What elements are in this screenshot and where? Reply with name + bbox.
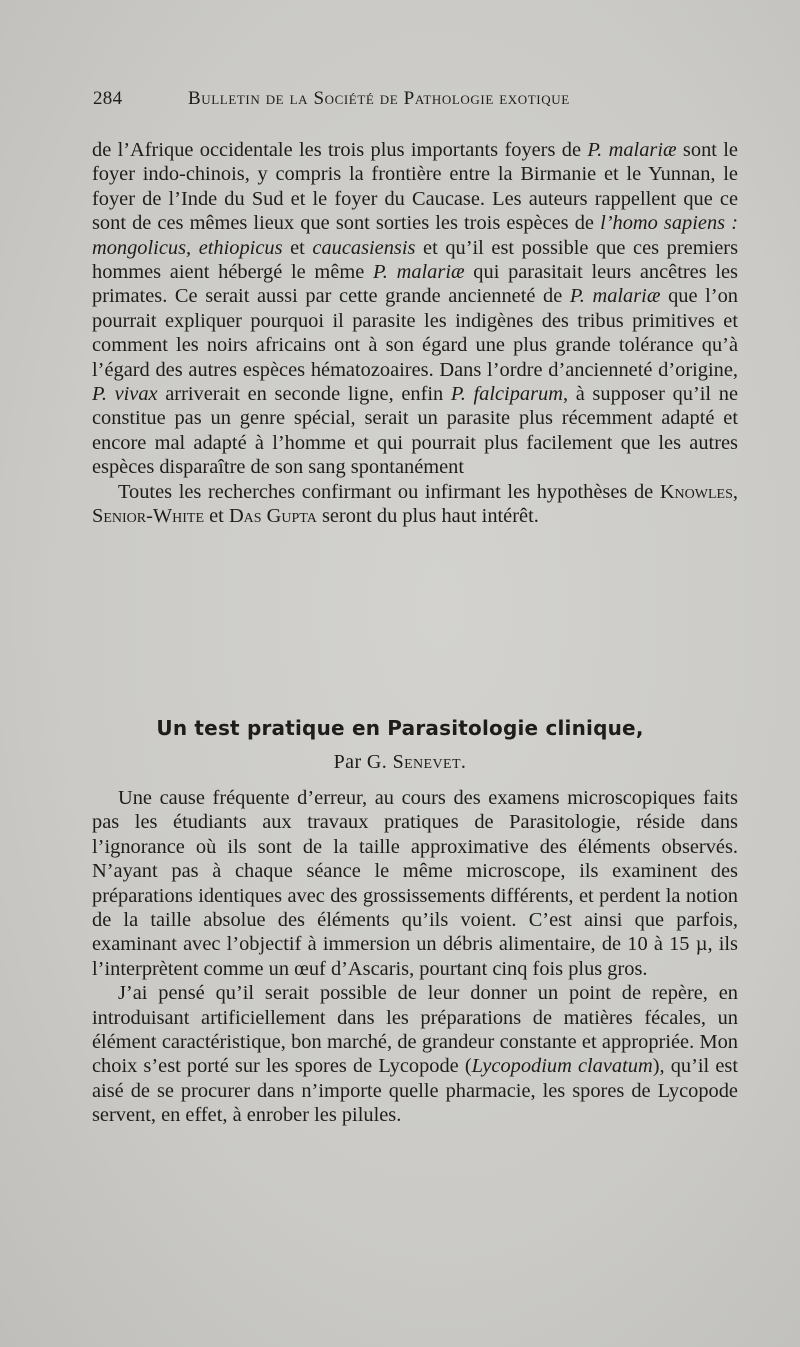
author-name: Senevet [392,751,461,773]
italic-run: P. malariæ [587,139,677,161]
italic-run: Lycopodium clavatum [471,1055,653,1078]
italic-run: P. malariæ [372,261,465,284]
small-caps-run: Knowles [659,480,733,503]
article-body-text [92,786,738,1128]
small-caps-run: Senior-White [92,505,205,528]
text-run: de l’Afrique occidentale les trois plus importants foyers de [92,139,588,161]
italic-run: caucasiensis [312,236,416,259]
journal-title: Bulletin de la Société de Pathologie exotique [188,88,570,109]
article-title: Un test pratique en Parasitologie clinique, [156,716,644,740]
paragraph [92,786,738,981]
text-run: et [282,236,313,259]
text-run: qui parasitait leurs ancêtres les primates. Ce serait aussi par cette grande ancienneté de [92,261,738,308]
byline-suffix: . [460,751,467,773]
text-run: sont le foyer indo-chinois, y compris la frontière entre la Birmanie et le Yunnan, le foyer de l’Inde du Sud et le foyer du Caucase. Les auteurs rappellent que ce sont de ces mêmes lieux que sont sorties les trois espèces de [92,139,738,235]
previous-article-text [92,138,738,529]
byline-prefix: Par G. [333,751,393,773]
italic-run: P. falciparum [450,383,563,406]
page-number: 284 [93,88,123,109]
text-run: , à supposer qu’il ne constitue pas un genre spécial, serait un parasite plus récemment adapté et encore mal adapté à l’homme et qui pourrait plus facilement que les autres espèces disparaître de son sang spontanément [92,383,738,479]
text-run: ), qu’il est aisé de se procurer dans n’importe quelle pharmacie, les spores de Lycopode servent, en effet, à enrober les pilules. [92,1055,738,1127]
text-run: et [204,505,229,528]
running-head [93,88,743,112]
text-run: , [732,480,738,503]
text-run: Toutes les recherches confirmant ou infirmant les hypothèses de [118,480,660,503]
text-run: que l’on pourrait expliquer pourquoi il parasite les indigènes des tribus primitives et comment les noirs africains ont à son égard une plus grande tolérance qu’à l’égard des autres espèces hématozoaires. Dans l’ordre d’ancienneté d’origine, [92,285,738,381]
small-caps-run: Das Gupta [228,505,317,528]
text-run: J’ai pensé qu’il serait possible de leur donner un point de repère, en introduisant artificiellement dans les préparations de matières fécales, un élément caractéristique, bon marché, de grandeur constante et appropriée. Mon choix s’est porté sur les spores de Lycopode ( [92,982,738,1078]
text-run: Une cause fréquente d’erreur, au cours des examens microscopiques faits pas les étudiants aux travaux pratiques de Parasitologie, réside dans l’ignorance où ils sont de la taille approximative des éléments observés. N’ayant pas à chaque séance le même microscope, ils examinent des préparations identiques avec des grossissements différents, et perdent la notion de la taille absolue des éléments qu’ils voient. C’est ainsi que parfois, examinant avec l’objectif à immersion un débris alimentaire, de 10 à 15 µ, ils l’interprètent comme un œuf d’Ascaris, pourtant cinq fois plus gros. [92,787,738,980]
italic-run: P. malariæ [569,285,661,308]
text-run: seront du plus haut intérêt. [316,505,539,528]
text-run: et qu’il est possible que ces premiers hommes aient hébergé le même [92,236,739,284]
paragraph [92,138,738,480]
italic-run: P. vivax [92,383,158,406]
text-run: arriverait en seconde ligne, enfin [157,383,451,406]
paragraph [92,480,738,529]
byline [0,751,800,774]
italic-run: l’homo sapiens : mongolicus, ethiopicus [92,212,738,259]
paragraph [92,981,738,1127]
